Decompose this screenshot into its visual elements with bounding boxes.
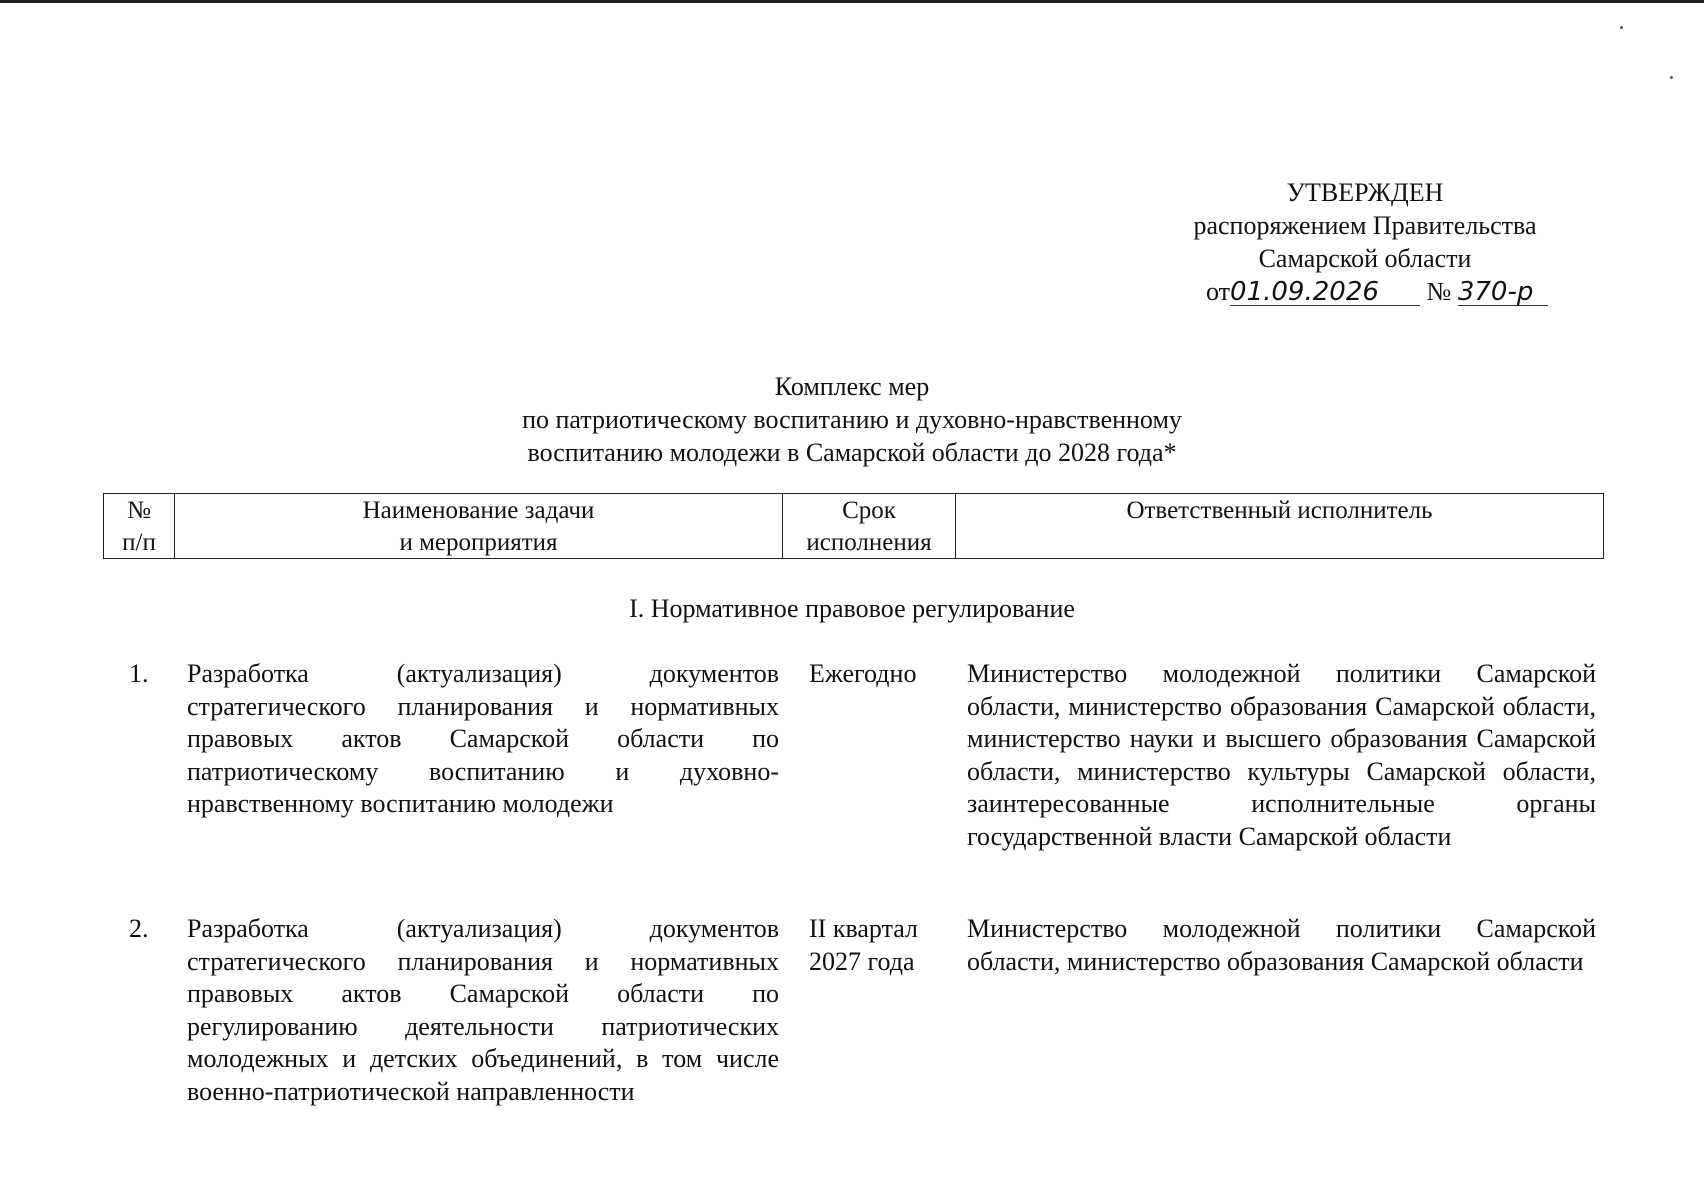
approval-region-line: Самарской области <box>1258 244 1472 273</box>
header-number-abbrev: п/п <box>122 529 156 556</box>
date-prefix: от <box>1206 277 1231 306</box>
handwritten-number: 370-р <box>1458 279 1548 306</box>
row-responsible: Министерство молодежной политики Самарской области, министерство образования Самарской области <box>967 914 1596 976</box>
header-cell-term <box>783 494 956 559</box>
row-term: Ежегодно <box>809 659 917 688</box>
header-task-line-2: и мероприятия <box>399 529 558 556</box>
title-line-2: по патриотическому воспитанию и духовно-нравственному <box>522 405 1182 434</box>
top-border-line <box>0 0 1704 3</box>
header-cell-number <box>104 494 175 559</box>
row-number: 2. <box>129 914 149 943</box>
scan-speck <box>1670 76 1673 79</box>
row-number: 1. <box>129 659 149 688</box>
header-term-line-2: исполнения <box>806 529 932 556</box>
row-responsible: Министерство молодежной политики Самарской области, министерство образования Самарской области, министерство науки и высшего образования Самарской области, министерство культуры Самарской области, заинтересованные исполнительные органы государственной власти Самарской области <box>967 659 1596 851</box>
scan-speck <box>1620 26 1623 29</box>
header-cell-task-name <box>175 494 783 559</box>
document-title <box>350 370 1354 469</box>
table-row <box>103 658 1604 854</box>
number-prefix: № <box>1426 277 1452 306</box>
title-line-3: воспитанию молодежи в Самарской области до 2028 года* <box>527 438 1177 467</box>
approval-date-line <box>1150 275 1580 308</box>
header-cell-responsible <box>956 494 1603 559</box>
row-task-name: Разработка (актуализация) документов стратегического планирования и нормативных правовых актов Самарской области по регулированию деятельности патриотических молодежных и детских объединений, в том числе военно-патриотической направленности <box>187 914 779 1106</box>
header-term-line-1: Срок <box>842 497 896 524</box>
table-header <box>103 493 1604 559</box>
header-responsible-label: Ответственный исполнитель <box>1126 497 1433 524</box>
handwritten-date: 01.09.2026 <box>1230 279 1420 306</box>
approval-heading: УТВЕРЖДЕН <box>1286 178 1444 207</box>
approval-stamp-block <box>1150 176 1580 308</box>
table-row <box>103 913 1604 1109</box>
row-term: II квартал 2027 года <box>809 914 919 976</box>
title-line-1: Комплекс мер <box>774 372 930 401</box>
row-task-name: Разработка (актуализация) документов стратегического планирования и нормативных правовых актов Самарской области по патриотическому воспитанию и духовно-нравственному воспитанию молодежи <box>187 659 779 819</box>
header-task-line-1: Наименование задачи <box>362 497 595 524</box>
section-heading: I. Нормативное правовое регулирование <box>629 594 1075 623</box>
approval-authority-line: распоряжением Правительства <box>1193 211 1537 240</box>
header-number-symbol: № <box>127 497 151 524</box>
